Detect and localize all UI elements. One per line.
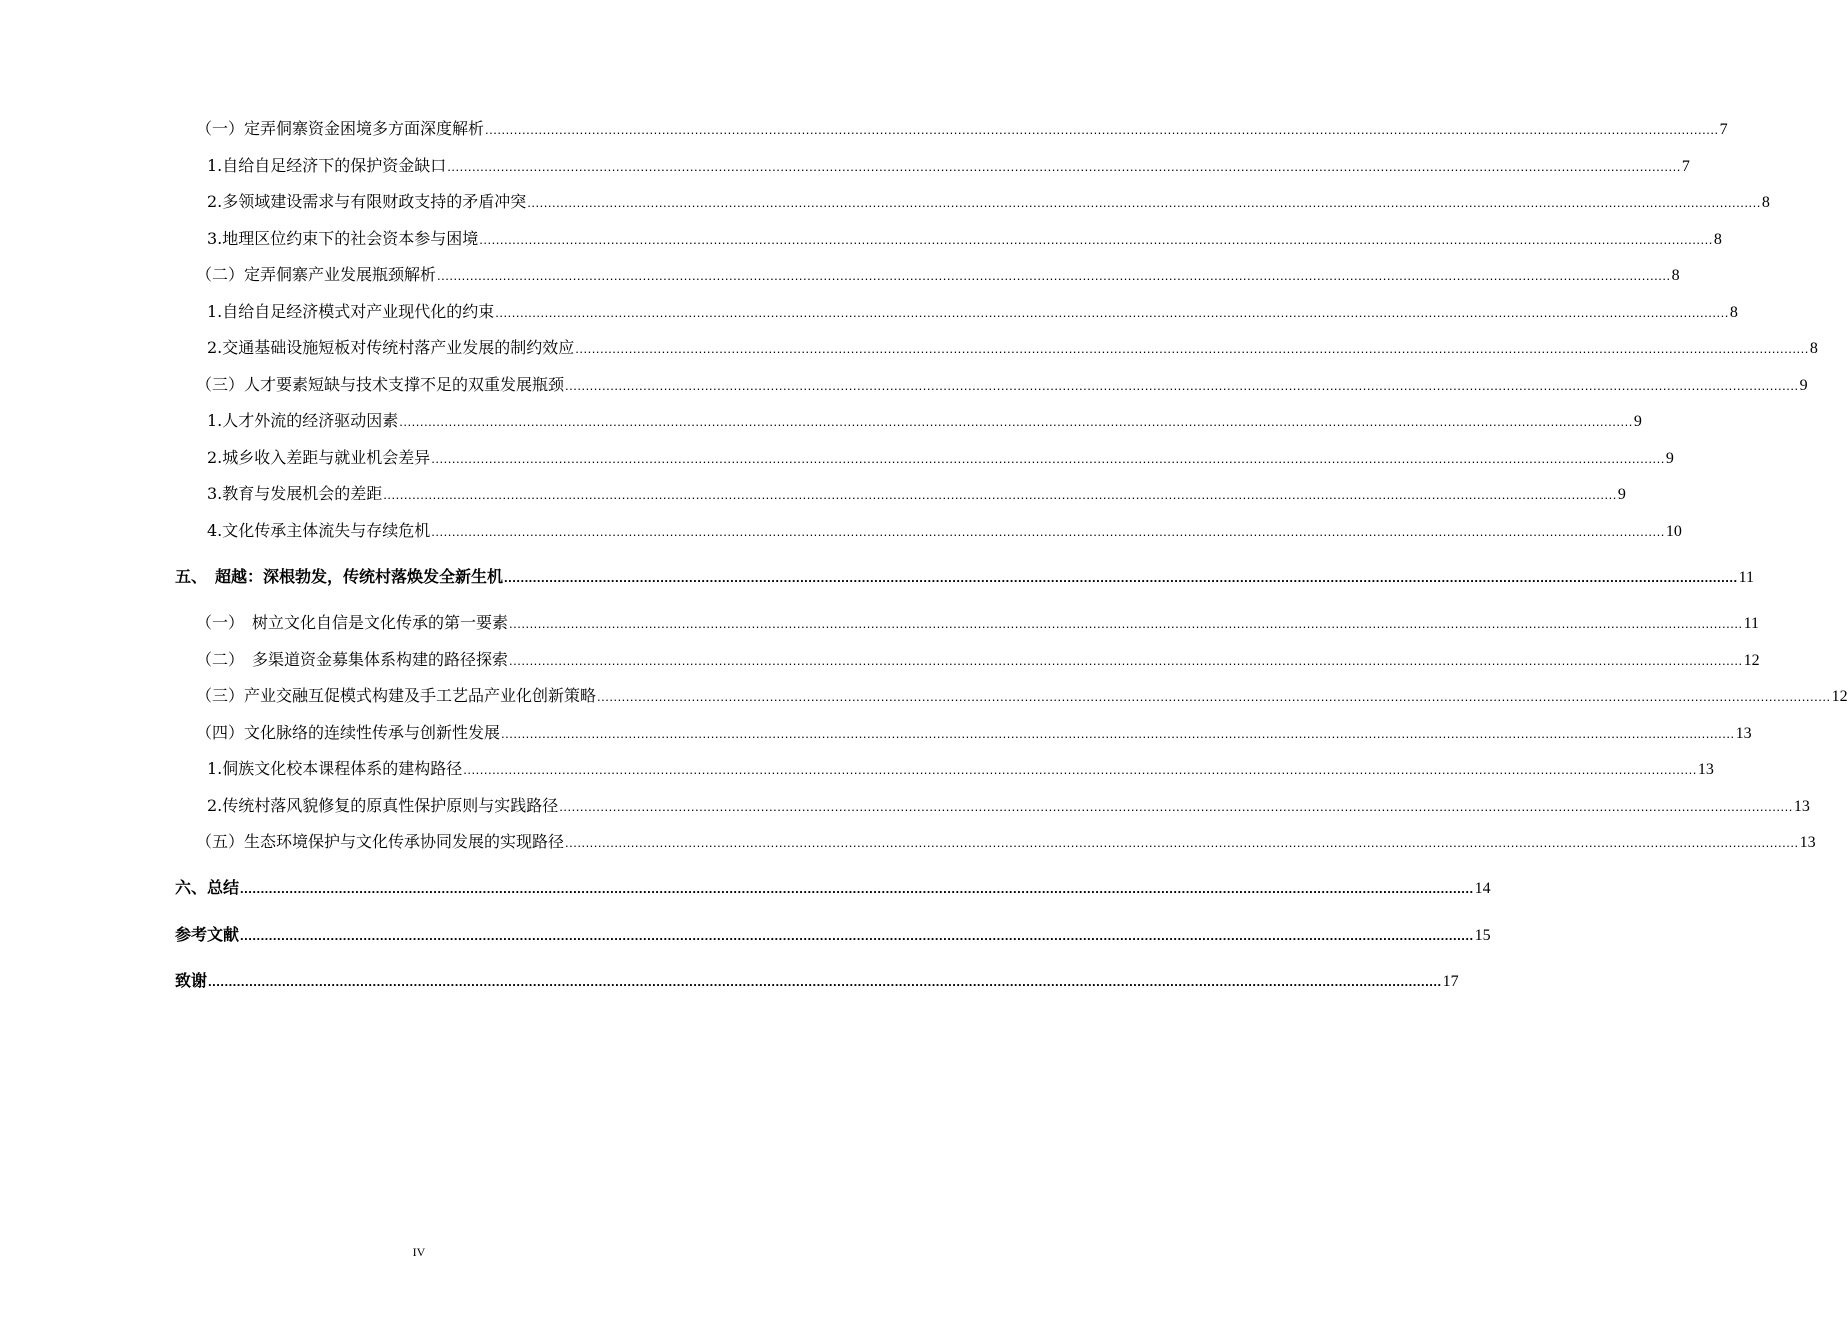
toc-entry[interactable]: 3.地理区位约束下的社会资本参与困境 ............................................................................................................................................................................................................................................................................................................ 8 <box>207 228 860 251</box>
toc-entry[interactable]: 3.教育与发展机会的差距 ............................................................................................................................................................................................................................................................................................................ 9 <box>207 483 860 506</box>
toc-entry[interactable]: （二）定弄侗寨产业发展瓶颈解析 ............................................................................................................................................................................................................................................................................................................ 8 <box>196 264 860 287</box>
toc-entry-chapter[interactable]: 致谢 ............................................................................................................................................................................................................................................................................................................ 17 <box>175 970 860 993</box>
toc-entry[interactable]: （四）文化脉络的连续性传承与创新性发展 ............................................................................................................................................................................................................................................................................................................ 13 <box>196 722 860 745</box>
toc-entry-chapter[interactable]: 六、总结 ............................................................................................................................................................................................................................................................................................................ 14 <box>175 877 860 900</box>
leader-dots: ............................................................................................................................................................................................................................................................................................................ <box>597 689 1831 704</box>
page-number: IV <box>412 1245 426 1259</box>
toc-entry[interactable]: （二） 多渠道资金募集体系构建的路径探索 ............................................................................................................................................................................................................................................................................................................ 12 <box>196 649 860 672</box>
toc-entry[interactable]: 2.交通基础设施短板对传统村落产业发展的制约效应 ............................................................................................................................................................................................................................................................................................................ 8 <box>207 337 860 360</box>
leader-dots: ............................................................................................................................................................................................................................................................................................................ <box>559 799 1793 814</box>
toc-entry[interactable]: 1.自给自足经济模式对产业现代化的约束 ............................................................................................................................................................................................................................................................................................................ 8 <box>207 301 860 324</box>
leader-dots: ............................................................................................................................................................................................................................................................................................................ <box>565 835 1799 850</box>
leader-dots: ............................................................................................................................................................................................................................................................................................................ <box>447 159 1681 174</box>
leader-dots: ............................................................................................................................................................................................................................................................................................................ <box>504 570 1738 585</box>
toc-entry[interactable]: 1.侗族文化校本课程体系的建构路径 ............................................................................................................................................................................................................................................................................................................ 13 <box>207 758 860 781</box>
toc-entry[interactable]: （三）产业交融互促模式构建及手工艺品产业化创新策略 ............................................................................................................................................................................................................................................................................................................ 12 <box>196 685 860 708</box>
leader-dots: ............................................................................................................................................................................................................................................................................................................ <box>437 268 1671 283</box>
leader-dots: ............................................................................................................................................................................................................................................................................................................ <box>509 653 1743 668</box>
toc-entry[interactable]: （一）定弄侗寨资金困境多方面深度解析 ............................................................................................................................................................................................................................................................................................................ 7 <box>196 118 860 141</box>
toc-entry[interactable]: 2.传统村落风貌修复的原真性保护原则与实践路径 ............................................................................................................................................................................................................................................................................................................ 13 <box>207 795 860 818</box>
leader-dots: ............................................................................................................................................................................................................................................................................................................ <box>463 762 1697 777</box>
toc-entry-chapter[interactable]: 参考文献 ............................................................................................................................................................................................................................................................................................................ 15 <box>175 924 860 947</box>
leader-dots: ............................................................................................................................................................................................................................................................................................................ <box>565 378 1799 393</box>
leader-dots: ............................................................................................................................................................................................................................................................................................................ <box>509 616 1743 631</box>
leader-dots: ............................................................................................................................................................................................................................................................................................................ <box>485 122 1719 137</box>
toc-entry-chapter[interactable]: 五、 超越：深根勃发，传统村落焕发全新生机 ............................................................................................................................................................................................................................................................................................................ 11 <box>175 566 860 589</box>
toc-entry[interactable]: （五）生态环境保护与文化传承协同发展的实现路径 ............................................................................................................................................................................................................................................................................................................ 13 <box>196 831 860 854</box>
toc-entry[interactable]: （一） 树立文化自信是文化传承的第一要素 ............................................................................................................................................................................................................................................................................................................ 11 <box>196 612 860 635</box>
toc-entry[interactable]: 2.城乡收入差距与就业机会差异 ............................................................................................................................................................................................................................................................................................................ 9 <box>207 447 860 470</box>
leader-dots: ............................................................................................................................................................................................................................................................................................................ <box>240 928 1474 943</box>
leader-dots: ............................................................................................................................................................................................................................................................................................................ <box>383 487 1617 502</box>
leader-dots: ............................................................................................................................................................................................................................................................................................................ <box>431 524 1665 539</box>
toc-entry[interactable]: 2.多领域建设需求与有限财政支持的矛盾冲突 ............................................................................................................................................................................................................................................................................................................ 8 <box>207 191 860 214</box>
leader-dots: ............................................................................................................................................................................................................................................................................................................ <box>501 726 1735 741</box>
leader-dots: ............................................................................................................................................................................................................................................................................................................ <box>575 341 1809 356</box>
toc-entry[interactable]: 1.人才外流的经济驱动因素 ............................................................................................................................................................................................................................................................................................................ 9 <box>207 410 860 433</box>
toc-entry[interactable]: 1.自给自足经济下的保护资金缺口 ............................................................................................................................................................................................................................................................................................................ 7 <box>207 155 860 178</box>
leader-dots: ............................................................................................................................................................................................................................................................................................................ <box>431 451 1665 466</box>
leader-dots: ............................................................................................................................................................................................................................................................................................................ <box>479 232 1713 247</box>
leader-dots: ............................................................................................................................................................................................................................................................................................................ <box>495 305 1729 320</box>
leader-dots: ............................................................................................................................................................................................................................................................................................................ <box>399 414 1633 429</box>
leader-dots: ............................................................................................................................................................................................................................................................................................................ <box>527 195 1761 210</box>
leader-dots: ............................................................................................................................................................................................................................................................................................................ <box>208 974 1442 989</box>
leader-dots: ............................................................................................................................................................................................................................................................................................................ <box>240 881 1474 896</box>
toc-entry[interactable]: （三）人才要素短缺与技术支撑不足的双重发展瓶颈 ............................................................................................................................................................................................................................................................................................................ 9 <box>196 374 860 397</box>
toc-entry[interactable]: 4.文化传承主体流失与存续危机 ............................................................................................................................................................................................................................................................................................................ 10 <box>207 520 860 543</box>
